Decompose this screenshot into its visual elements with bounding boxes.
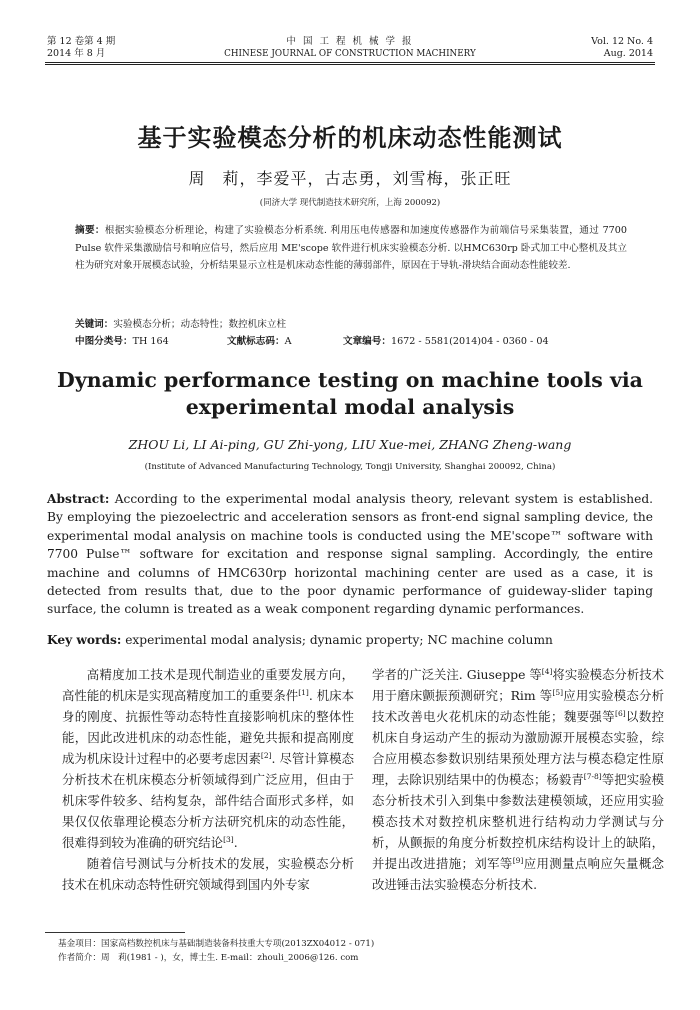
citation-ref[interactable]: [6] — [615, 708, 626, 718]
footnote-fund: 基金项目：国家高档数控机床与基础制造装备科技重大专项(2013ZX04012 - 071) — [58, 939, 375, 949]
authors-cn: 周 莉，李爱平，古志勇，刘雪梅，张正旺 — [188, 169, 512, 188]
abstract-cn-label: 摘要： — [75, 225, 105, 236]
footnote — [58, 937, 374, 965]
body-text: 应用测量点响应矢量概念改进锤击法实验模态分析技术. — [372, 856, 664, 892]
citation-ref[interactable]: [4] — [541, 666, 553, 676]
header-journal-cn: 中 国 工 程 机 械 学 报 — [286, 36, 414, 47]
paper-title-en — [0, 367, 700, 421]
header-volume: 第 12 卷第 4 期 — [47, 36, 116, 47]
body-paragraph-3 — [372, 664, 664, 895]
clc-label: 中图分类号： — [75, 336, 133, 347]
abstract-cn-text: 根据实验模态分析理论，构建了实验模态分析系统. 利用压电传感器和加速度传感器作为前端信号采集装置，通过 7700 Pulse 软件采集激励信号和响应信号，然后应用 ME'scope 软件进行机床实验模态分析. 以HMC630rp 卧式加工中心整机及其立柱为研究对象开展模态试验，分析结果显示立柱是机床动态性能的薄弱部件，原因在于导轨-滑块结合面动态性能较差. — [75, 225, 627, 271]
affiliation-cn: (同济大学 现代制造技术研究所，上海 200092) — [259, 198, 441, 208]
citation-ref[interactable]: [9] — [512, 855, 524, 865]
body-text: 学者的广泛关注. Giuseppe 等 — [372, 667, 542, 682]
citation-ref[interactable]: [3] — [223, 834, 234, 844]
affiliation-en: (Institute of Advanced Manufacturing Technology, Tongji University, Shanghai 200092, China) — [144, 462, 556, 472]
keywords-cn-text: 实验模态分析；动态特性；数控机床立柱 — [113, 319, 287, 330]
paper-title-en-line2: experimental modal analysis — [185, 395, 515, 419]
keywords-en — [47, 631, 653, 649]
footnote-rule — [45, 932, 185, 933]
body-paragraph-2: 随着信号测试与分析技术的发展，实验模态分析技术在机床动态特性研究领域得到国内外专家 — [62, 856, 354, 892]
abstract-en-text: According to the experimental modal analysis theory, relevant system is established. By employing the piezoelectric and acceleration sensors as front-end signal sampling device, the experimental modal analysis on machine tools is conducted using the ME'scope™ software with 7700 Pulse™ software for excitation and response signal sampling. Accordingly, the entire machine and columns of HMC630rp horizontal machining center are used as a case, it is detected from results that, due to the poor dynamic performance of guideway-slider taping surface, the column is treated as a weak component regarding dynamic performances. — [47, 492, 653, 617]
article-label: 文章编号： — [343, 336, 391, 347]
header-date: 2014 年 8 月 — [47, 48, 106, 59]
doc-label: 文献标志码： — [227, 336, 285, 347]
paper-title-cn: 基于实验模态分析的机床动态性能测试 — [137, 124, 563, 152]
keywords-en-label: Key words: — [47, 633, 122, 647]
abstract-en — [47, 490, 653, 619]
header-month: Aug. 2014 — [603, 48, 653, 59]
citation-ref[interactable]: [5] — [552, 687, 564, 697]
article-value: 1672 - 5581(2014)04 - 0360 - 04 — [390, 336, 549, 347]
keywords-cn — [75, 317, 627, 333]
body-text: 以数控机床自身运动产生的振动为激励源开展模态实验，综合应用模态参数识别结果预处理方法与模态稳定性原理，去除识别结果中的伪模态；杨毅青 — [372, 709, 665, 787]
header-rule-bottom — [45, 64, 655, 65]
header-vol-no: Vol. 12 No. 4 — [591, 36, 653, 47]
authors-en: ZHOU Li, LI Ai-ping, GU Zhi-yong, LIU Xue-mei, ZHANG Zheng-wang — [128, 437, 572, 452]
body-text: . 尽管计算模态分析技术在机床模态分析领域得到广泛应用，但由于机床零件较多、结构复杂，部件结合面形式多样，如果仅仅依靠理论模态分析方法研究机床的动态性能，很难得到较为准确的研究结论 — [62, 751, 354, 850]
citation-ref[interactable]: [7-8] — [583, 771, 602, 781]
body-text: . 机床本身的刚度、抗振性等动态特性直接影响机床的整体性能，因此改进机床的动态性能，避免共振和提高刚度成为机床设计过程中的必要考虑因素 — [62, 688, 354, 766]
paper-title-en-line1: Dynamic performance testing on machine tools via — [57, 368, 643, 392]
header-rule-top — [45, 62, 655, 63]
body-text: 将实验模态分析技术用于磨床颤振预测研究；Rim 等 — [372, 667, 665, 703]
body-text: 高精度加工技术是现代制造业的重要发展方向，高性能的机床是实现高精度加工的重要条件 — [62, 667, 354, 703]
keywords-cn-label: 关键词： — [75, 319, 114, 330]
doc-code — [227, 334, 292, 350]
body-text: . — [233, 835, 238, 850]
body-text: 应用实验模态分析技术改善电火花机床的动态性能；魏要强等 — [372, 688, 665, 724]
citation-ref[interactable]: [1] — [298, 687, 309, 697]
footnote-author: 作者简介：周 莉(1981 - )，女，博士生. E-mail：zhouli_2006@126. com — [58, 953, 359, 963]
abstract-cn — [75, 222, 627, 275]
header-journal-en: CHINESE JOURNAL OF CONSTRUCTION MACHINERY — [224, 49, 476, 59]
clc-value: TH 164 — [132, 336, 169, 347]
body-text: 等把实验模态分析技术引入到集中参数法建模领域，还应用实验模态技术对数控机床整机进行结构动力学测试与分析，从颤振的角度分析数控机床结构设计上的缺陷，并提出改进措施；刘军等 — [372, 772, 665, 871]
clc-number — [75, 334, 169, 350]
body-paragraph-1 — [62, 664, 354, 853]
keywords-en-text: experimental modal analysis; dynamic property; NC machine column — [125, 633, 553, 647]
body-column-left — [62, 664, 354, 895]
abstract-en-label: Abstract: — [47, 492, 110, 506]
article-number — [343, 334, 549, 350]
citation-ref[interactable]: [2] — [260, 750, 272, 760]
header-issue-info — [591, 36, 653, 60]
doc-value: A — [284, 336, 292, 347]
body-column-right — [372, 664, 664, 895]
